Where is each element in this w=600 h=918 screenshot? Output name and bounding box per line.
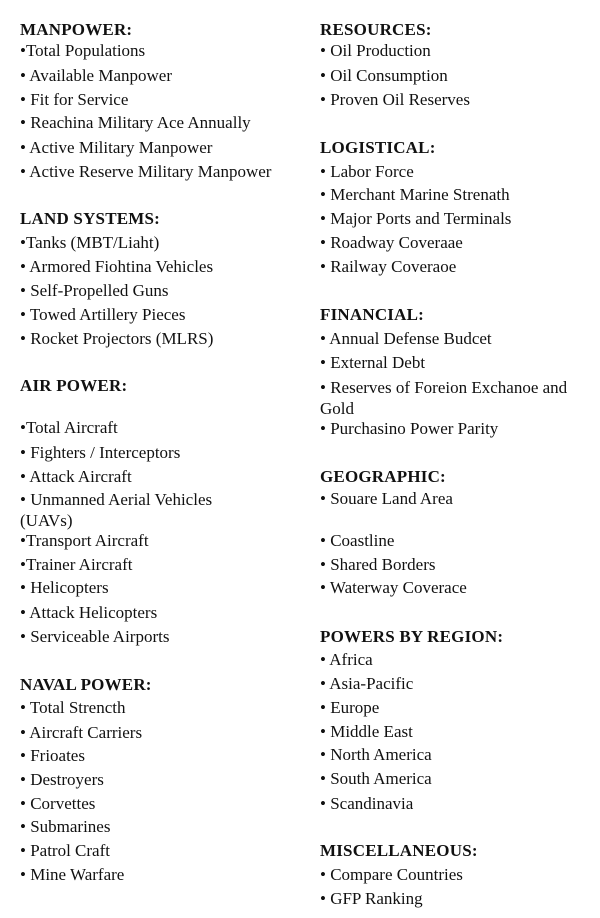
list-item: • External Debt xyxy=(320,353,426,372)
section-heading-powers-by-region: POWERS BY REGION: xyxy=(320,627,504,646)
list-item: • Destroyers xyxy=(20,770,104,789)
list-item: •Transport Aircraft xyxy=(20,531,149,550)
list-item: • Coastline xyxy=(320,531,395,550)
section-heading-financial: FINANCIAL: xyxy=(320,305,424,324)
list-item: • Active Military Manpower xyxy=(20,138,213,157)
list-item: • Railway Coveraoe xyxy=(320,257,457,276)
section-heading-air-power: AIR POWER: xyxy=(20,376,128,395)
section-heading-resources: RESOURCES: xyxy=(320,20,432,39)
list-item: • Available Manpower xyxy=(20,66,172,85)
list-item: • Asia-Pacific xyxy=(320,674,414,693)
list-item: • Helicopters xyxy=(20,578,109,597)
list-item: • Active Reserve Military Manpower xyxy=(20,162,272,181)
list-item: •Tanks (MBT/Liaht) xyxy=(20,233,160,252)
list-item: • Proven Oil Reserves xyxy=(320,90,470,109)
list-item: • Towed Artillery Pieces xyxy=(20,305,186,324)
list-item: • Roadway Coveraae xyxy=(320,233,463,252)
section-heading-miscellaneous: MISCELLANEOUS: xyxy=(320,841,478,860)
list-item: • Middle East xyxy=(320,722,413,741)
list-item: • Souare Land Area xyxy=(320,489,453,508)
section-heading-naval-power: NAVAL POWER: xyxy=(20,675,152,694)
list-item: • Oil Consumption xyxy=(320,66,448,85)
list-item: • Corvettes xyxy=(20,794,96,813)
list-item: • Purchasino Power Parity xyxy=(320,419,499,438)
list-item: • Scandinavia xyxy=(320,794,414,813)
list-item: • GFP Ranking xyxy=(320,889,423,908)
list-item: • Fit for Service xyxy=(20,90,129,109)
list-item: •Trainer Aircraft xyxy=(20,555,133,574)
list-item: • Reserves of Foreion Exchanoe and Gold xyxy=(320,378,568,418)
list-item: • Attack Helicopters xyxy=(20,603,158,622)
list-item: • Africa xyxy=(320,650,373,669)
list-item: • Frioates xyxy=(20,746,85,765)
list-item: • Fighters / Interceptors xyxy=(20,443,181,462)
list-item: • Major Ports and Terminals xyxy=(320,209,512,228)
section-heading-geographic: GEOGRAPHIC: xyxy=(320,467,446,486)
list-item: • Annual Defense Budcet xyxy=(320,329,492,348)
list-item: •Total Aircraft xyxy=(20,418,118,437)
list-item: • Unmanned Aerial Vehicles (UAVs) xyxy=(20,490,213,530)
list-item: • Waterway Coverace xyxy=(320,578,467,597)
list-item: • Armored Fiohtina Vehicles xyxy=(20,257,214,276)
section-heading-logistical: LOGISTICAL: xyxy=(320,138,436,157)
list-item: • Self-Propelled Guns xyxy=(20,281,169,300)
list-item: • Merchant Marine Strenath xyxy=(320,185,510,204)
list-item: • Attack Aircraft xyxy=(20,467,132,486)
list-item: • Labor Force xyxy=(320,162,414,181)
list-item: • Reachina Military Ace Annually xyxy=(20,113,251,132)
list-item: •Total Populations xyxy=(20,41,146,60)
list-item: • Compare Countries xyxy=(320,865,463,884)
list-item: • Total Strencth xyxy=(20,698,126,717)
list-item: • Patrol Craft xyxy=(20,841,110,860)
list-item: • Europe xyxy=(320,698,380,717)
list-item: • Submarines xyxy=(20,817,111,836)
section-heading-land-systems: LAND SYSTEMS: xyxy=(20,209,161,228)
list-item: • Serviceable Airports xyxy=(20,627,170,646)
list-item: • Oil Production xyxy=(320,41,431,60)
list-item: • Aircraft Carriers xyxy=(20,723,143,742)
list-item: • North America xyxy=(320,745,432,764)
list-item: • Mine Warfare xyxy=(20,865,125,884)
section-heading-manpower: MANPOWER: xyxy=(20,20,133,39)
list-item: • South America xyxy=(320,769,432,788)
list-item: • Shared Borders xyxy=(320,555,436,574)
list-item: • Rocket Projectors (MLRS) xyxy=(20,329,214,348)
